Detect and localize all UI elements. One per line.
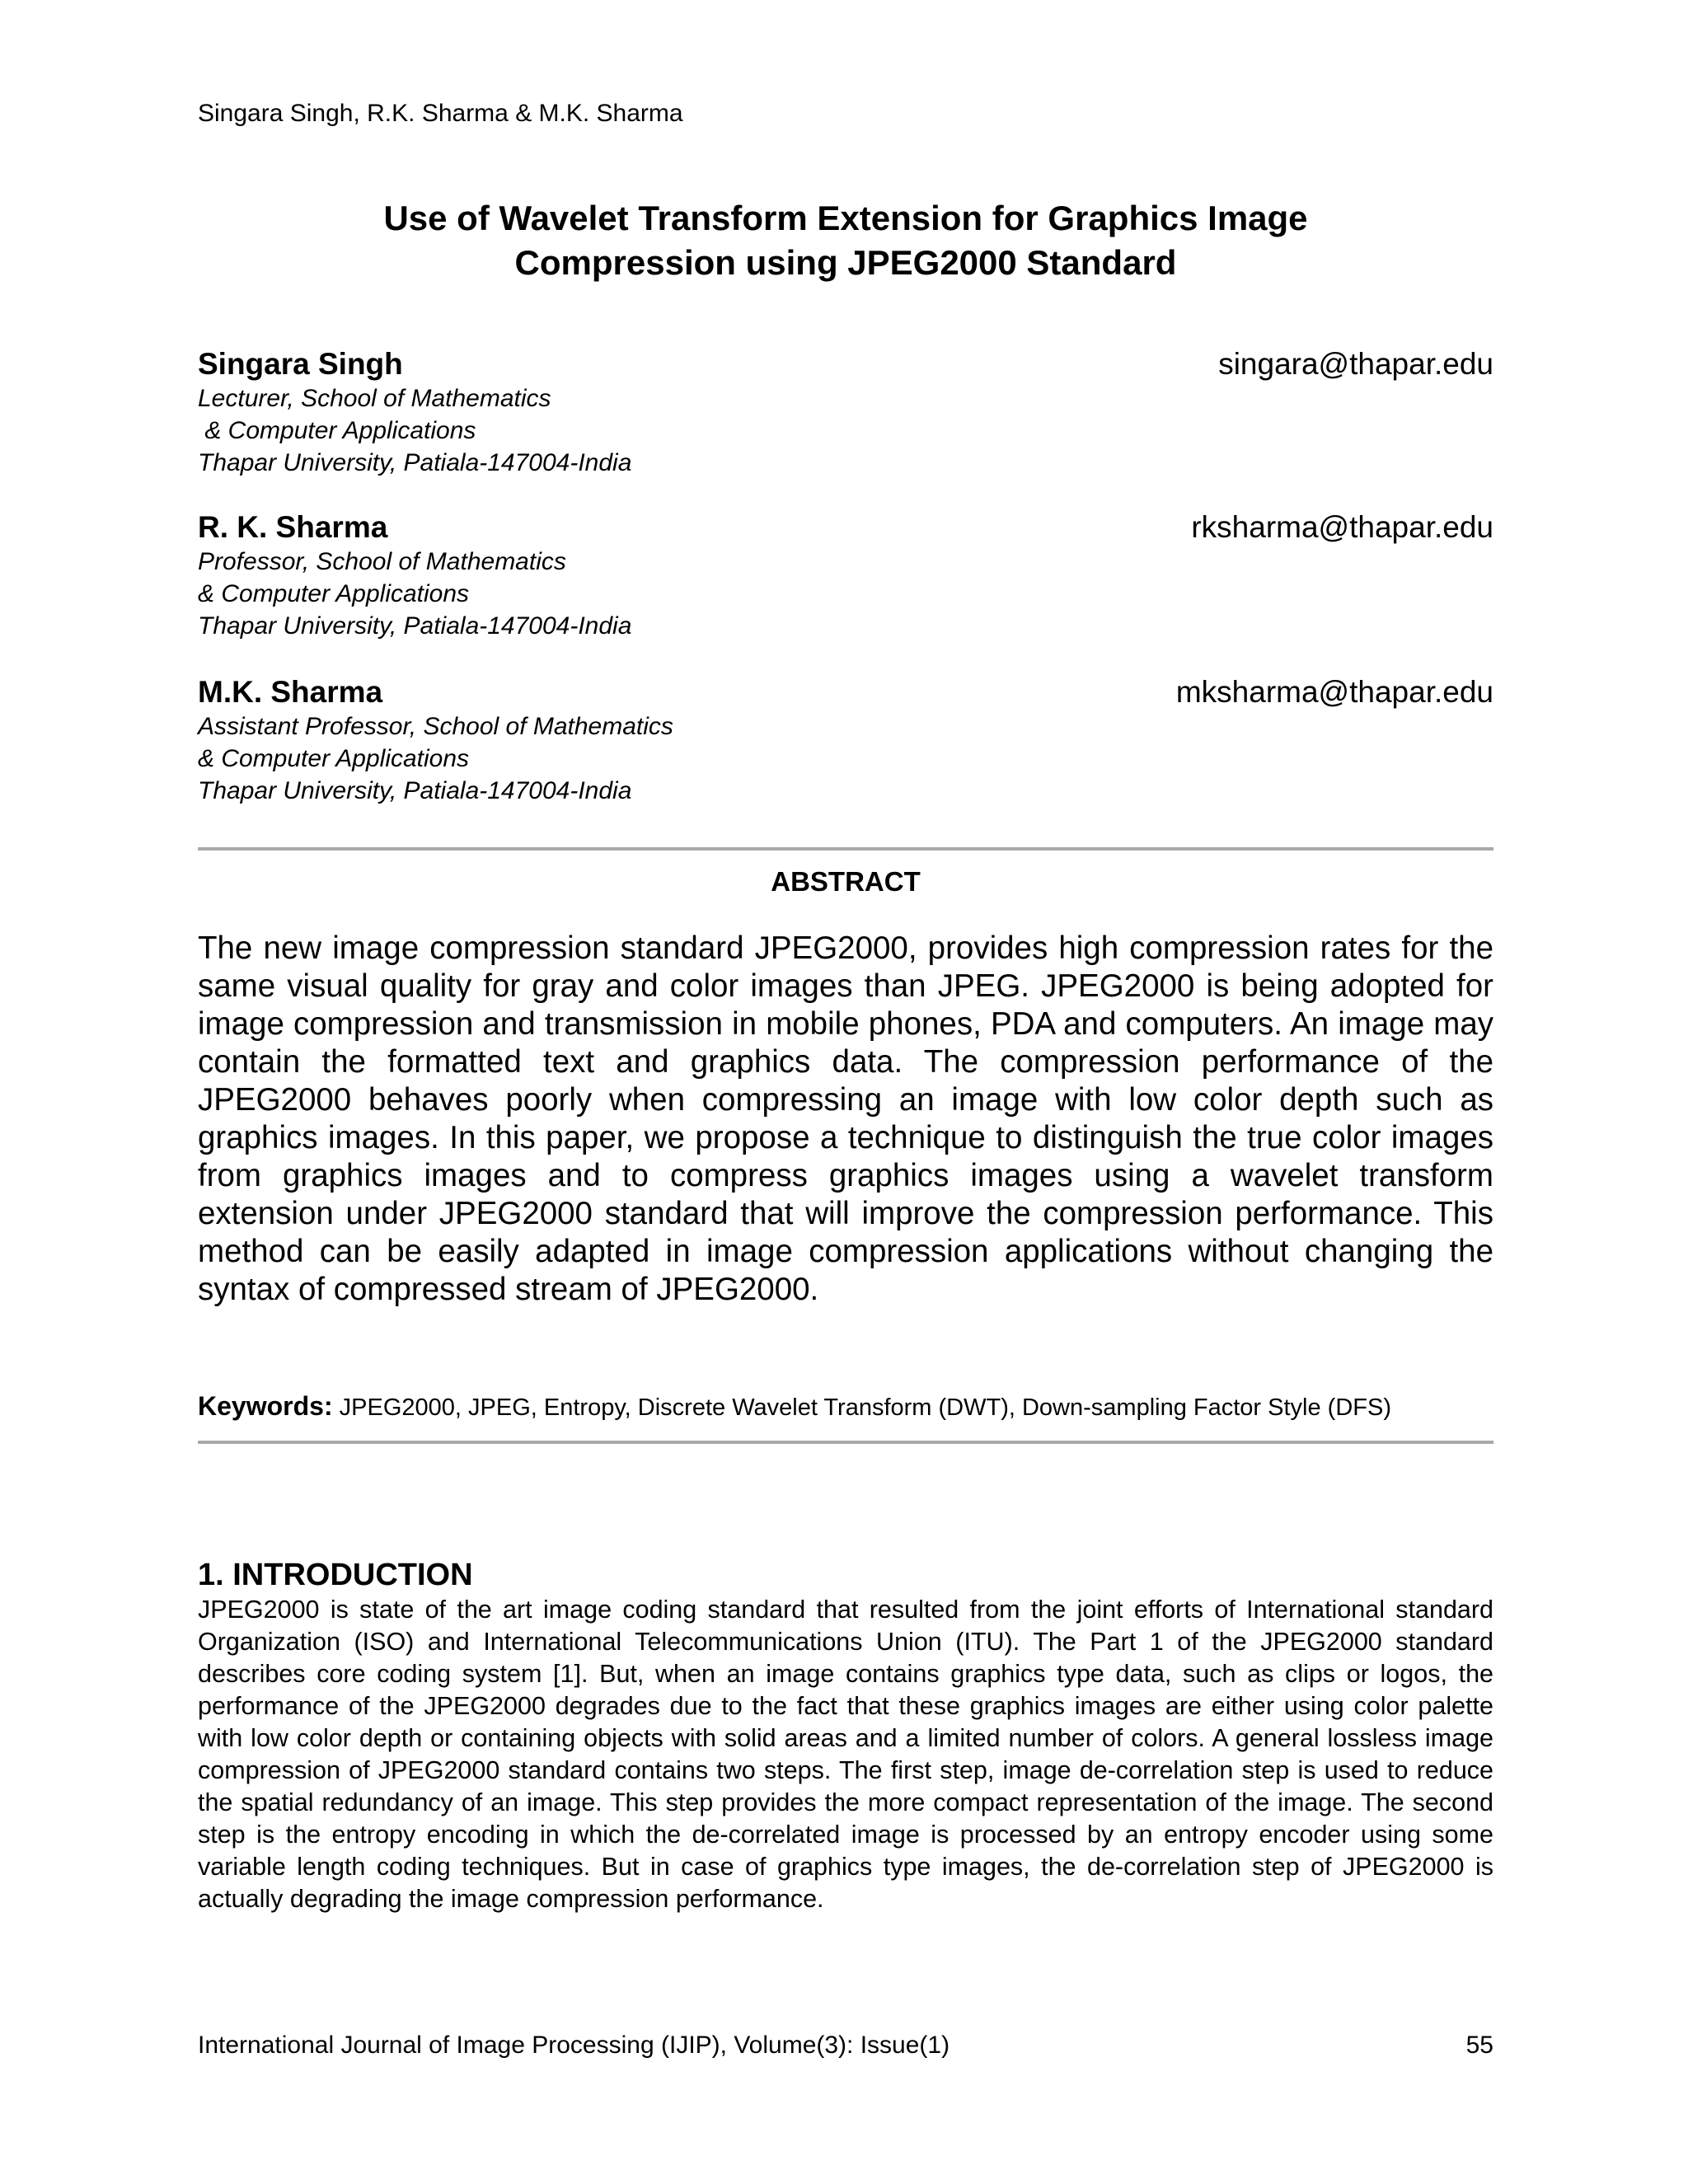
author-affiliation	[198, 382, 1493, 479]
affiliation-line: & Computer Applications	[198, 745, 470, 772]
abstract-heading: ABSTRACT	[771, 866, 921, 897]
keywords-label: Keywords:	[198, 1391, 333, 1421]
footer-journal: International Journal of Image Processing (IJIP), Volume(3): Issue(1)	[198, 2032, 950, 2059]
section-heading-introduction: 1. INTRODUCTION	[198, 1558, 473, 1592]
affiliation-line: Lecturer, School of Mathematics	[198, 385, 551, 412]
keywords	[198, 1390, 1493, 1424]
author-name: Singara Singh	[198, 347, 403, 381]
affiliation-line: Assistant Professor, School of Mathematics	[198, 713, 673, 740]
paper-title-line-1: Use of Wavelet Transform Extension for Graphics Image	[383, 199, 1308, 237]
author-block	[198, 509, 1493, 642]
divider-rule	[198, 847, 1493, 851]
affiliation-line: & Computer Applications	[198, 417, 476, 444]
introduction-text: JPEG2000 is state of the art image coding standard that resulted from the joint efforts of International standard Organization (ISO) and International Telecommunications Union (ITU). The Part 1 of the JPEG2000 standard describes core coding system [1]. But, when an image contains graphics type data, such as clips or logos, the performance of the JPEG2000 degrades due to the fact that these graphics images are either using color palette with low color depth or containing objects with solid areas and a limited number of colors. A general lossless image compression of JPEG2000 standard contains two steps. The first step, image de-correlation step is used to reduce the spatial redundancy of an image. This step provides the more compact representation of the image. The second step is the entropy encoding in which the de-correlated image is processed by an entropy encoder using some variable length coding techniques. But in case of graphics type images, the de-correlation step of JPEG2000 is actually degrading the image compression performance.	[198, 1596, 1493, 1913]
affiliation-line: Thapar University, Patiala-147004-India	[198, 777, 632, 804]
paper-title-line-2: Compression using JPEG2000 Standard	[514, 243, 1177, 282]
author-affiliation	[198, 710, 1493, 807]
author-email[interactable]: mksharma@thapar.edu	[1175, 675, 1493, 709]
author-email[interactable]: singara@thapar.edu	[1218, 347, 1493, 381]
author-block	[198, 674, 1493, 807]
author-name: M.K. Sharma	[198, 675, 383, 709]
author-email[interactable]: rksharma@thapar.edu	[1191, 510, 1493, 544]
divider-rule	[198, 1441, 1493, 1444]
abstract-text: The new image compression standard JPEG2000, provides high compression rates for the same visual quality for gray and color images than JPEG. JPEG2000 is being adopted for image compression and transmission in mobile phones, PDA and computers. An image may contain the formatted text and graphics data. The compression performance of the JPEG2000 behaves poorly when compressing an image with low color depth such as graphics images. In this paper, we propose a technique to distinguish the true color images from graphics images and to compress graphics images using a wavelet transform extension under JPEG2000 standard that will improve the compression performance. This method can be easily adapted in image compression applications without changing the syntax of compressed stream of JPEG2000.	[198, 930, 1493, 1307]
affiliation-line: & Computer Applications	[198, 580, 470, 607]
affiliation-line: Thapar University, Patiala-147004-India	[198, 449, 632, 476]
footer-page-number: 55	[1465, 2032, 1493, 2059]
affiliation-line: Professor, School of Mathematics	[198, 548, 566, 575]
author-name: R. K. Sharma	[198, 510, 388, 544]
running-head: Singara Singh, R.K. Sharma & M.K. Sharma	[198, 100, 683, 127]
affiliation-line: Thapar University, Patiala-147004-India	[198, 612, 632, 640]
author-affiliation	[198, 546, 1493, 642]
keywords-text: JPEG2000, JPEG, Entropy, Discrete Wavelet Transform (DWT), Down-sampling Factor Style (DFS)	[339, 1394, 1391, 1421]
paper-title	[198, 196, 1493, 285]
author-block	[198, 346, 1493, 479]
